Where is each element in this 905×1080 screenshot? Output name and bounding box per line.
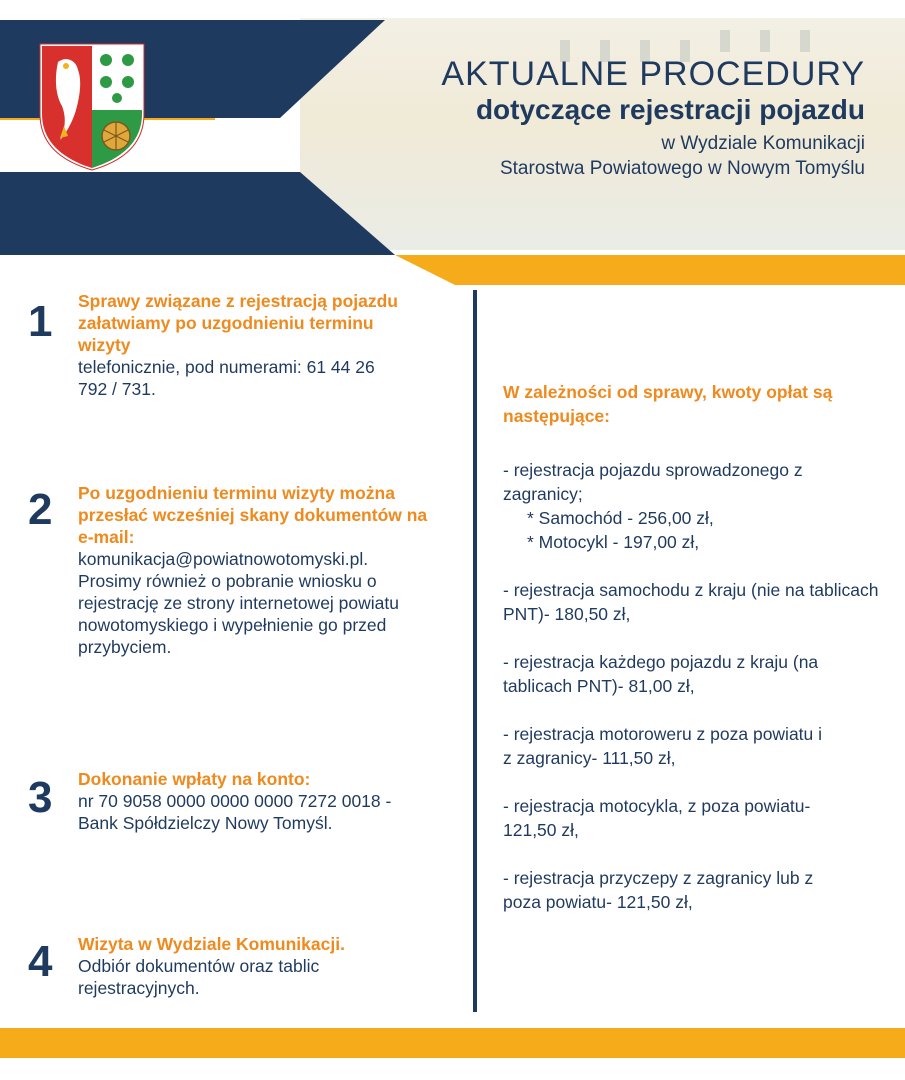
fee-item: - rejestracja motoroweru z poza powiatu i z zagranicy- 111,50 zł, xyxy=(503,724,823,768)
fee-item: - rejestracja motocykla, z poza powiatu- 121,50 zł, xyxy=(503,796,811,840)
step-2-email[interactable]: komunikacja@powiatnowotomyski.pl. xyxy=(78,549,369,569)
navy-shape-bottom xyxy=(0,172,395,255)
header-title-block xyxy=(441,55,865,181)
fees-section xyxy=(503,380,888,938)
step-3-heading: Dokonanie wpłaty na konto: xyxy=(78,769,311,789)
fee-subitem: * Samochód - 256,00 zł, xyxy=(527,508,714,528)
fee-subitem: * Motocykl - 197,00 zł, xyxy=(527,532,700,552)
step-number-3: 3 xyxy=(28,773,53,822)
step-2-body: Prosimy również o pobranie wniosku o rejestrację ze strony internetowej powiatu nowotomyskiego i wypełnienie go przed przybyciem. xyxy=(78,571,399,657)
step-number-2: 2 xyxy=(28,485,53,534)
footer-bar xyxy=(0,1028,905,1058)
fee-item: - rejestracja samochodu z kraju (nie na tablicach PNT)- 180,50 zł, xyxy=(503,580,879,624)
step-1-heading: Sprawy związane z rejestracją pojazdu załatwiamy po uzgodnieniu terminu wizyty xyxy=(78,291,398,355)
step-4-body: Odbiór dokumentów oraz tablic rejestracyjnych. xyxy=(78,956,320,998)
step-number-4: 4 xyxy=(28,937,53,986)
column-divider xyxy=(473,290,477,1012)
step-2-heading: Po uzgodnieniu terminu wizyty można przesłać wcześniej skany dokumentów na e-mail: xyxy=(78,483,428,547)
main-subtitle: dotyczące rejestracji pojazdu xyxy=(475,94,865,125)
fee-item: - rejestracja przyczepy z zagranicy lub z poza powiatu- 121,50 zł, xyxy=(503,868,814,912)
step-4 xyxy=(78,933,468,999)
step-number-1: 1 xyxy=(28,297,53,346)
office-location: Starostwa Powiatowego w Nowym Tomyślu xyxy=(499,158,865,179)
fee-item xyxy=(503,458,888,554)
header-banner xyxy=(0,0,905,290)
coat-of-arms-icon xyxy=(36,40,148,172)
step-3 xyxy=(78,768,468,834)
yellow-band-right xyxy=(395,255,905,285)
main-title: AKTUALNE PROCEDURY xyxy=(441,55,865,93)
step-2 xyxy=(78,482,468,658)
fee-item-text: - rejestracja pojazdu sprowadzonego z zagranicy; xyxy=(503,460,803,504)
step-1 xyxy=(78,290,468,400)
step-3-body: nr 70 9058 0000 0000 0000 7272 0018 - Bank Spółdzielczy Nowy Tomyśl. xyxy=(78,791,392,833)
step-1-body: telefonicznie, pod numerami: 61 44 26 792 / 731. xyxy=(78,357,375,399)
office-name: w Wydziale Komunikacji xyxy=(661,133,865,154)
fees-heading: W zależności od sprawy, kwoty opłat są następujące: xyxy=(503,382,833,426)
step-4-heading: Wizyta w Wydziale Komunikacji. xyxy=(78,934,345,954)
fee-item: - rejestracja każdego pojazdu z kraju (na tablicach PNT)- 81,00 zł, xyxy=(503,652,819,696)
white-edge xyxy=(395,250,905,255)
